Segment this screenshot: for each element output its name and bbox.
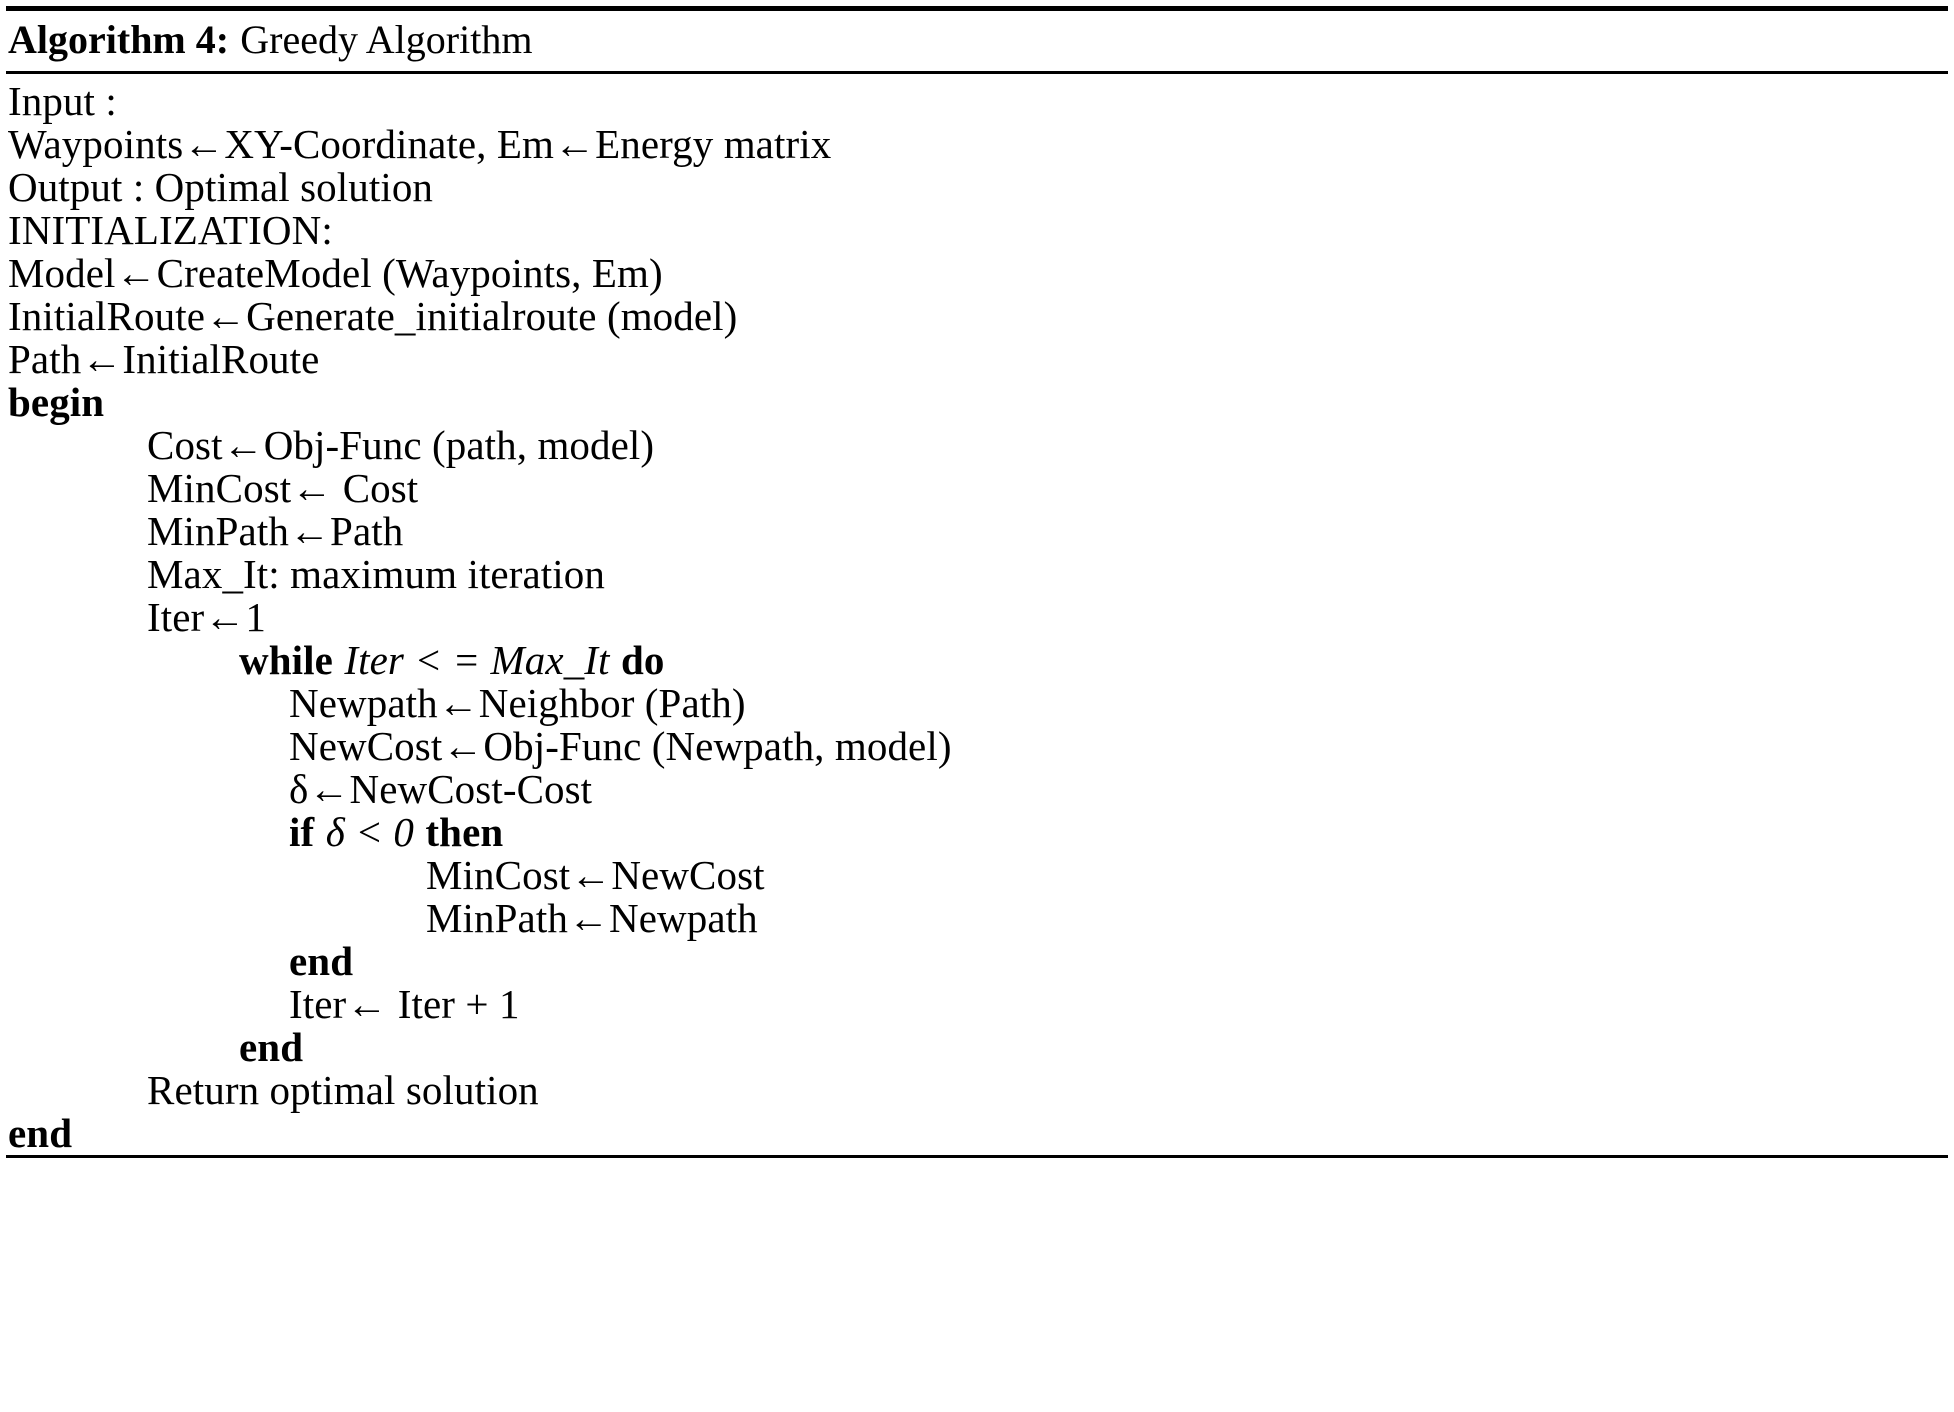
statement-newpath: Newpath←Neighbor (Path) [289,680,746,726]
algorithm-label: Algorithm 4: [8,17,230,62]
end-keyword-begin: end [8,1110,73,1156]
return-statement: Return optimal solution [147,1067,539,1113]
output-label: Output : Optimal solution [8,164,434,210]
then-keyword: then [425,809,504,855]
if-statement [6,811,1948,854]
while-keyword: while [239,637,333,683]
algorithm-title: Greedy Algorithm [240,17,533,62]
input-value: Waypoints←XY-Coordinate, Em←Energy matrix [8,121,832,167]
statement-newcost: NewCost←Obj-Func (Newpath, model) [289,723,952,769]
statement-delta: δ←NewCost-Cost [289,766,593,812]
bottom-rule [6,1155,1948,1158]
do-keyword: do [621,637,665,683]
if-keyword: if [289,809,315,855]
while-condition: Iter < = Max_It [344,637,610,683]
statement-cost: Cost←Obj-Func (path, model) [147,422,655,468]
statement-iter-increment: Iter← Iter + 1 [289,981,520,1027]
if-condition: δ < 0 [325,809,414,855]
end-keyword-while: end [239,1024,304,1070]
if-body-min-path: MinPath←Newpath [426,895,758,941]
algorithm-caption [6,11,1948,71]
statement-iter-init: Iter←1 [147,594,266,640]
init-line-model: Model←CreateModel (Waypoints, Em) [8,250,663,296]
if-body-min-cost: MinCost←NewCost [426,852,765,898]
statement-max-it: Max_It: maximum iteration [147,551,605,597]
algorithm-body [6,74,1948,1155]
end-keyword-if: end [289,938,354,984]
init-line-path: Path←InitialRoute [8,336,320,382]
initialization-header: INITIALIZATION: [8,207,333,253]
begin-keyword: begin [8,379,105,425]
input-label: Input : [8,78,117,124]
while-statement [6,639,1948,682]
statement-min-cost: MinCost← Cost [147,465,419,511]
statement-min-path: MinPath←Path [147,508,404,554]
init-line-initialroute: InitialRoute←Generate_initialroute (model) [8,293,738,339]
